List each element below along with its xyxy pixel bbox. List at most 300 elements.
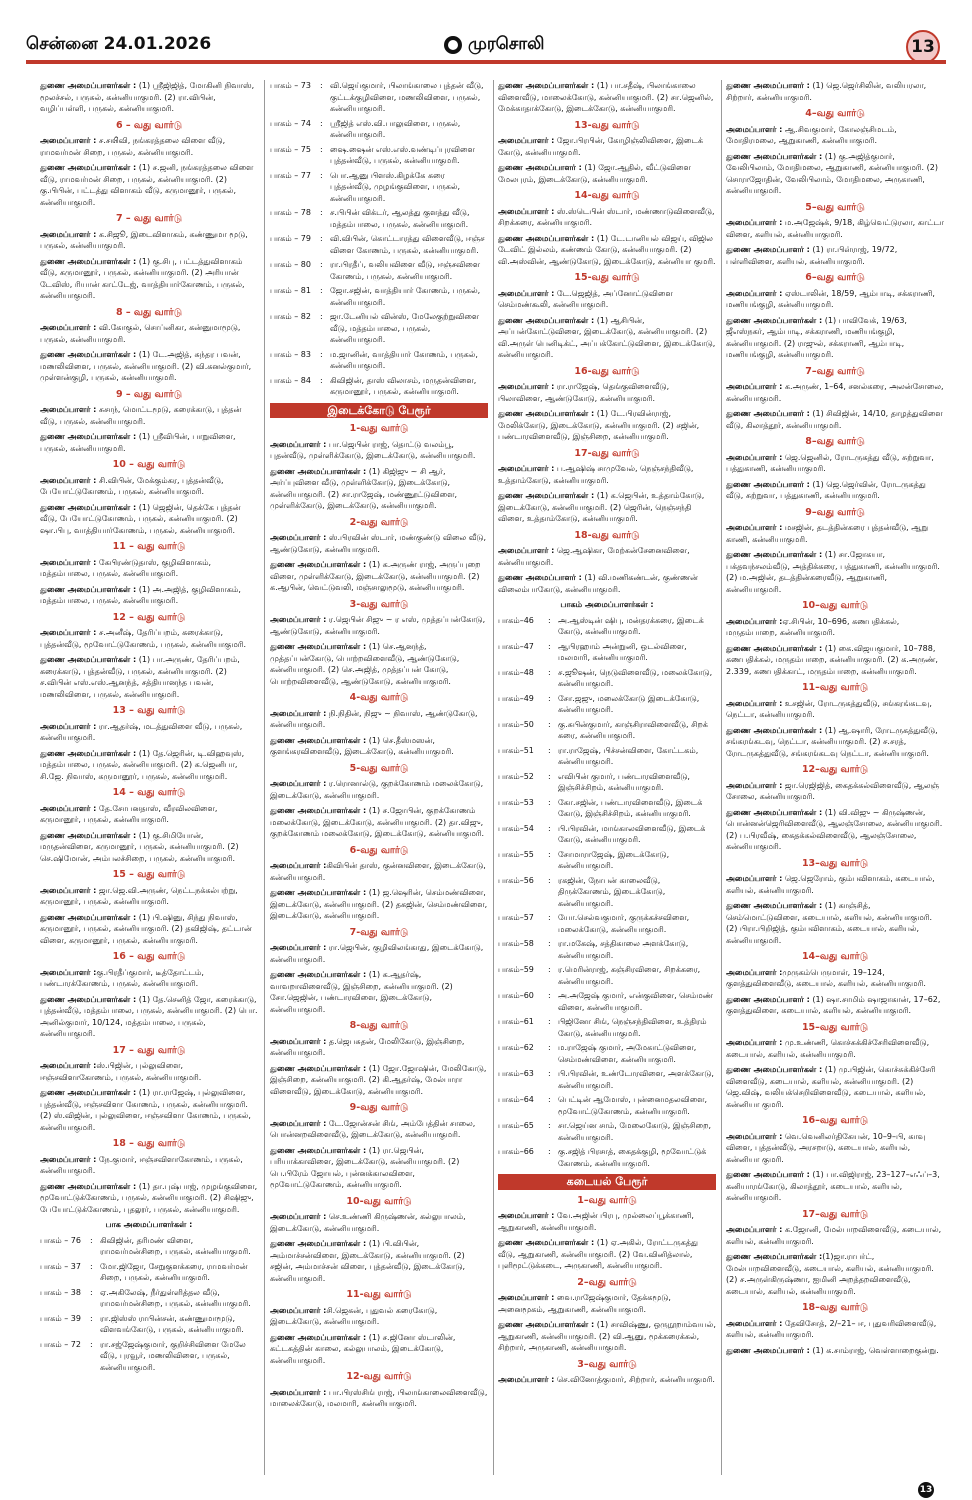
booth-details: மோ.ஜிஜோ, சேறுகுளக்கரை, ராமவர்மன் சிறை, பருகல், கன்னியாகுமரி. bbox=[100, 1261, 248, 1282]
member-entry bbox=[726, 217, 944, 240]
member-details: (1) பாவிவேக், 19/63, ஜீஎஸ்நகர், ஆம்பாடி, சக்கராணி, மணியங்குழி, கன்னியாகுமரி. (2) ராஜுல், சக்கராணி, ஆம்பாடி, மணியங்குழி, கன்னியாகுமரி. bbox=[726, 315, 907, 359]
ward-heading: 8 – வது வார்டு bbox=[115, 306, 183, 318]
member-details: ம.அஜேஷ்க், 9/18, கிழ்வெட்டுரலா, காட்டா விளை, களியல், கன்னியாகுமரி. bbox=[726, 218, 944, 239]
ward-heading: 10 – வது வார்டு bbox=[112, 459, 186, 470]
booth-separator: : bbox=[320, 349, 323, 359]
member-entry bbox=[726, 80, 944, 103]
booth-separator: : bbox=[548, 1095, 551, 1104]
booth-details: ரா.ராஜேஷ், பிச்சன்விளை, கோட்டகம், கன்னியாகுமரி. bbox=[558, 745, 699, 766]
member-details: கிவிபின் தாஸ், குன்னவிளை, இடைக்கோடு, கன்னியாகுமரி. bbox=[270, 861, 486, 882]
member-details: ஸ்.பிரவின் ஸ்டார், மண்குண்டு விலை வீடு, ஆண்டுகோடு, கன்னியாகுமரி. bbox=[270, 533, 487, 554]
member-details: (1) பா.விஜிராஜ், 23–127–எஃப்–3, கனியாரங்கோடு, கிலாத்தூர், கடையால், களியல், கன்னியாகுமரி. bbox=[726, 1170, 940, 1202]
booth-separator: : bbox=[320, 118, 323, 128]
role-label: அமைப்பாளர் : bbox=[726, 616, 783, 626]
booth-separator: : bbox=[320, 375, 323, 385]
role-label: துணை அமைப்பாளர்கள் : bbox=[270, 735, 367, 745]
role-label: துணை அமைப்பாளர்கள் : bbox=[40, 81, 137, 90]
booth-number: பாகம் – 74 bbox=[270, 118, 311, 128]
member-details: ஆ.சிவகுமார், கோலஞ்சிமடம், மோதிரமலை, ஆறுகாணி, கன்னியாகுமரி. bbox=[726, 124, 897, 145]
role-label: அமைப்பாளர் : bbox=[270, 861, 327, 870]
booth-details: சோமாராஜேஷ், இடைக்கோடு, கன்னியாகுமரி. bbox=[558, 849, 670, 870]
booth-separator: : bbox=[320, 286, 323, 295]
role-label: அமைப்பாளர் : bbox=[726, 1318, 783, 1328]
member-details: கு.பிரதீப்குமார், டீத்தோட்டம், பண்டாரக்கோணம், பருகல், கன்னியாகுமரி. bbox=[40, 967, 204, 988]
member-details: (1) ஆசிபின், அப்பன்கோட்டுவிளை, இடைக்கோடு, கன்னியாகுமரி. (2) வி.அருள் பெனிடிக்ட், அப்பக்கோட்டுவிளை, இடைக்கோடு, கன்னியாகுமரி. bbox=[498, 315, 716, 359]
member-details: ச.சஙிவி, நங்கரத்தலை விளை வீடு, ராமவர்மன் சிறை, பருகல், கன்னியாகுமரி. bbox=[40, 136, 226, 157]
masthead-rule bbox=[26, 60, 946, 64]
member-entry bbox=[726, 549, 944, 595]
booth-entry bbox=[498, 771, 716, 794]
member-entry bbox=[498, 408, 716, 443]
booth-number: பாகம்–51 bbox=[498, 745, 534, 755]
ward-heading: 18–வது வார்டு bbox=[801, 1302, 869, 1313]
ward-heading: 12–வது வார்டு bbox=[801, 764, 869, 775]
member-details: ஜெ.ஜெரோம், கும்பவிளாகம், கடையால், களியல், கன்னியாகுமரி. bbox=[726, 874, 935, 895]
member-details: (1) டே.பிரவின்ராஜ், மேலிக்கோடு, இடைக்கோடு, கன்னியாகுமரி. (2) சஜின், பண்டாரவிளைவீடு, இஞ்சிறை, கன்னியாகுமரி. bbox=[498, 409, 700, 441]
role-label: அமைப்பாளர் : bbox=[270, 533, 327, 542]
booth-entry bbox=[270, 118, 488, 141]
booth-separator: : bbox=[320, 81, 323, 90]
member-entry bbox=[726, 1345, 944, 1357]
role-label: அமைப்பாளர் : bbox=[726, 452, 783, 462]
role-label: அமைப்பாளர் : bbox=[270, 439, 327, 449]
member-entry bbox=[40, 80, 258, 115]
role-label: துணை அமைப்பாளர்கள் : bbox=[40, 655, 137, 664]
booth-entry bbox=[498, 964, 716, 987]
booth-details: ரா.மகேஷ், சத்திகாலை அளக்கோடு, கன்னியாகுமரி. bbox=[558, 939, 689, 960]
article-columns bbox=[40, 80, 944, 1475]
role-label: துணை அமைப்பாளர்கள் : bbox=[270, 1239, 367, 1248]
role-label: துணை அமைப்பாளர் : bbox=[498, 163, 582, 172]
booth-details: ஜோ.சஜின், வாத்தியார் கோணம், பருகல், கன்னியாகுமரி. bbox=[330, 286, 481, 307]
booth-number: பாகம்–61 bbox=[498, 1017, 534, 1026]
booth-entry bbox=[498, 667, 716, 690]
booth-separator: : bbox=[548, 615, 551, 625]
member-details: (1) ஜ.ஷெரின், செம்மண்விளை, இடைக்கோடு, கன்னியாகுமரி. (2) தகஜின், செம்மண்விளை, இடைக்கோடு, கன்னியாகுமரி. bbox=[270, 888, 488, 920]
member-entry bbox=[498, 288, 716, 311]
role-label: அமைப்பாளர் : bbox=[726, 288, 783, 298]
member-entry bbox=[270, 1145, 488, 1191]
column-1 bbox=[40, 80, 258, 1475]
member-details: மசஜின், தடத்தின்கரை புத்தன்வீடு, ஆறு காணி, கன்னியாகுமரி. bbox=[726, 523, 929, 544]
role-label: துணை அமைப்பாளர்கள் : bbox=[726, 725, 823, 735]
member-details: ச.அனீஷ், தேரிப்பறம், கரைக்காடு, புத்தன்வீடு, மூவோட்டுகோணம், பருகல், கன்னியாகுமரி. bbox=[40, 628, 247, 649]
member-entry bbox=[40, 627, 258, 650]
ward-heading: 5–வது வார்டு bbox=[805, 201, 865, 213]
ward-heading: 17-வது வார்டு bbox=[574, 447, 640, 459]
booth-separator: : bbox=[90, 1339, 93, 1349]
role-label: துணை அமைப்பாளர்கள் : bbox=[498, 233, 595, 243]
role-label: துணை அமைப்பாளர்கள் : bbox=[726, 901, 823, 910]
member-entry bbox=[40, 721, 258, 744]
member-entry bbox=[726, 1318, 944, 1341]
role-label: அமைப்பாளர் : bbox=[40, 475, 97, 485]
member-details: (1) ஸ்ரீவிபின், பாறுவிளை, பருகல், கன்னியாகுமரி. bbox=[40, 432, 236, 453]
member-entry bbox=[270, 641, 488, 687]
ward-heading: 8–வது வார்டு bbox=[805, 436, 865, 447]
ward-heading: 7 – வது வார்டு bbox=[115, 213, 183, 224]
ward-heading: 6–வது வார்டு bbox=[805, 272, 865, 283]
booth-entry bbox=[498, 1016, 716, 1039]
booth-number: பாகம் – 76 bbox=[40, 1235, 81, 1245]
member-entry bbox=[270, 942, 488, 965]
member-entry bbox=[726, 381, 944, 404]
member-details: பா.ஜெபின் ராஜ், தொட்டு வலம்பூ, புதன்வீடு, முள்ளிக்கோடு, இடைக்கோடு, கன்னியாகுமரி. bbox=[270, 439, 476, 460]
member-entry bbox=[40, 830, 258, 865]
booth-details: பொ.ஆனு பிளஸ்.கிழக்கே கரை புத்தன்வீடு, முழங்குவிளை, பருகல், கன்னியாகுமரி. bbox=[330, 170, 461, 203]
member-entry bbox=[270, 559, 488, 594]
booth-separator: : bbox=[548, 1043, 551, 1052]
ward-heading: 9 – வது வார்டு bbox=[115, 388, 183, 400]
booth-number: பாகம் – 79 bbox=[270, 234, 311, 243]
booth-entry bbox=[270, 80, 488, 115]
member-entry bbox=[270, 1332, 488, 1367]
ward-heading: 17 – வது வார்டு bbox=[112, 1044, 186, 1056]
member-entry bbox=[40, 654, 258, 700]
role-label: துணை அமைப்பாளர்கள் : bbox=[40, 830, 137, 840]
role-label: துணை அமைப்பாளர்கள் : bbox=[726, 643, 823, 653]
booth-details: எவிபின் குமார், பண்டாரவிளைவீடு, இஞ்சிச்சிறம், கன்னியாகுமரி. bbox=[558, 771, 690, 792]
member-entry bbox=[726, 1064, 944, 1110]
booth-entry bbox=[40, 1235, 258, 1258]
booth-separator: : bbox=[548, 849, 551, 859]
booth-number: பாகம்–49 bbox=[498, 693, 534, 703]
member-entry bbox=[270, 1063, 488, 1098]
member-details: (1) பா.சதீஷ், பிலாங்காலை விளைவீடு, மாலைக்கோடு, கன்னியாகுமரி. (2) சா.ஜெனில், மேக்காதாக்கோடு, இடைக்கோடு, கன்னியாகுமரி. bbox=[498, 81, 714, 113]
booth-separator: : bbox=[320, 170, 323, 180]
member-entry bbox=[40, 994, 258, 1040]
booth-details: ம.ராஜேஷ் குமார், அமேகாட்டுவிளை, செம்மண்விளை, கன்னியாகுமரி. bbox=[558, 1043, 697, 1064]
booth-details: ஷை.ஷைன் எஸ்.எஸ்.வண்டிப்புரவிளை புத்தன்வீடு, பருகல், கன்னியாகுமரி. bbox=[330, 144, 475, 165]
member-details: (1) காஞ்சித், செம்மொட்டுவிளை, கடையால், களியல், கன்னியாகுமரி. (2) பிரா.பிறிஜித், கும்பவிளாகம், கடையால், களியல், கன்னியாகுமரி. bbox=[726, 901, 933, 945]
member-entry bbox=[726, 1169, 944, 1204]
role-label: துணை அமைப்பாளர்கள் : bbox=[40, 584, 137, 594]
ward-heading: 11–வது வார்டு bbox=[801, 682, 869, 693]
member-entry bbox=[40, 803, 258, 826]
role-label: துணை அமைப்பாளர் : bbox=[726, 1170, 810, 1179]
member-entry bbox=[726, 873, 944, 896]
role-label: அமைப்பாளர் : bbox=[40, 885, 97, 895]
ward-heading: 14 – வது வார்டு bbox=[112, 787, 186, 798]
role-label: துணை அமைப்பாளர்கள் : bbox=[270, 1145, 367, 1155]
member-entry bbox=[726, 643, 944, 678]
booth-number: பாகம்–46 bbox=[498, 615, 534, 625]
role-label: அமைப்பாளர் : bbox=[726, 967, 783, 977]
role-label: துணை அமைப்பாளர்கள் : bbox=[270, 1063, 367, 1073]
member-entry bbox=[726, 244, 944, 267]
booth-entry bbox=[270, 349, 488, 372]
member-entry bbox=[40, 967, 258, 990]
booth-number: பாகம் – 77 bbox=[270, 170, 311, 180]
role-label: அமைப்பாளர் : bbox=[40, 967, 97, 977]
booth-separator: : bbox=[548, 823, 551, 833]
member-details: (1) கிஜிஜு ~ சி ஆர், அர்ப்புவிளை வீடு, முள்ளிக்கோடு, இடைக்கோடு, கன்னியாகுமரி. (2) சா.ராஜேஷ், மண்ணூட்டுவிளை, முள்ளிக்கோடு, இடைக்கோடு, கன்னியாகுமரி. bbox=[270, 466, 457, 510]
member-details: (1) ஜெ.ஜெர்சிலின், வலியரலா, சிற்றார், கன்னியாகுமரி. bbox=[726, 81, 927, 102]
role-label: அமைப்பாளர் : bbox=[726, 1225, 783, 1234]
role-label: துணை அமைப்பாளர் : bbox=[726, 245, 810, 254]
booth-details: ஸ்ரீஜித் எஸ்.வி.பாலுவிளை, பருகல், கன்னியாகுமரி. bbox=[330, 118, 461, 139]
booth-number: பாகம்–59 bbox=[498, 965, 534, 974]
ward-heading: 15 – வது வார்டு bbox=[112, 869, 186, 880]
booth-separator: : bbox=[90, 1313, 93, 1323]
role-label: துணை அமைப்பாளர் : bbox=[726, 81, 810, 90]
member-details: டே.ஜெஜித், அப்னோட்டுவிளை செம்மண்கூலி, கன்னியாகுமரி. bbox=[498, 288, 673, 309]
masthead bbox=[0, 0, 972, 64]
member-details: ப.ஆஷிஷ் சாமுவேல், நெஞ்சந்திவீடு, உத்தாம்கோடு, கன்னியாகுமரி. bbox=[498, 464, 694, 485]
ward-heading: 16–வது வார்டு bbox=[801, 1115, 869, 1126]
booth-details: கு.சஜித் பிரசாத், கைதக்குழி, மூவோட்டுக் கோணம், கன்னியாகுமரி. bbox=[558, 1147, 707, 1168]
booth-entry bbox=[270, 233, 488, 256]
member-entry bbox=[40, 1181, 258, 1216]
ward-heading: 13-வது வார்டு bbox=[574, 119, 640, 131]
member-details: ஜா.ஜெ.வி.அருண், நெட்டநக்கல்பற்று, கருமானூர், பருகல், கன்னியாகுமரி. bbox=[40, 885, 238, 906]
footer-page-number: 13 bbox=[918, 1482, 934, 1498]
member-details: வே.அஜின் பிரபு, முல்லைப்பூக்காணி, ஆறுகாணி, கன்னியாகுமரி. bbox=[498, 1211, 694, 1232]
member-entry bbox=[726, 807, 944, 853]
role-label: துணை அமைப்பாளர்கள் : bbox=[498, 1320, 595, 1329]
ward-heading: 17–வது வார்டு bbox=[801, 1208, 869, 1220]
booth-entry bbox=[498, 1068, 716, 1091]
booth-number: பாகம் – 39 bbox=[40, 1313, 81, 1323]
member-details: (1) வி.மணிகண்டன், குண்ணன் விலைம்பாகோடு, கன்னியாகுமரி. bbox=[498, 573, 698, 594]
masthead-date: சென்னை 24.01.2026 bbox=[26, 34, 212, 54]
role-label: அமைப்பாளர் : bbox=[270, 708, 327, 718]
booth-entry bbox=[498, 745, 716, 768]
member-entry bbox=[40, 256, 258, 302]
booth-number: பாகம் – 80 bbox=[270, 260, 311, 269]
member-details: ரா.ராஜேஷ், தெங்குவிளைவீடு, பிலாவிளை, ஆண்டுகோடு, கன்னியாகுமரி. bbox=[498, 382, 670, 403]
booth-separator: : bbox=[90, 1261, 93, 1271]
role-label: அமைப்பாளர் : bbox=[270, 1305, 327, 1315]
member-entry bbox=[498, 135, 716, 158]
role-label: அமைப்பாளர் : bbox=[726, 1038, 783, 1047]
role-label: அமைப்பாளர் : bbox=[270, 1387, 327, 1397]
role-label: துணை அமைப்பாளர்கள் : bbox=[40, 350, 137, 359]
ward-heading: 7–வது வார்டு bbox=[805, 365, 865, 377]
ward-heading: 11 – வது வார்டு bbox=[112, 541, 186, 552]
member-details: ர.ரொனால்டு, குறக்கோணம் மலைக்கோடு, இடைக்கோடு, கன்னியாகுமரி. bbox=[270, 779, 484, 800]
member-entry bbox=[270, 735, 488, 758]
role-label: துணை அமைப்பாளர்கள் : bbox=[40, 432, 137, 441]
role-label: அமைப்பாளர் : bbox=[270, 1118, 327, 1128]
role-label: துணை அமைப்பாளர்கள் : bbox=[40, 502, 137, 512]
ward-heading: 16-வது வார்டு bbox=[574, 365, 640, 377]
member-details: (1) செ.ஆனந்த், முத்தப்பன்கோடு, பொற்றவிளைவீடு, ஆண்டுகோடு, கன்னியாகுமரி. (2) செ.அஜித், முத்தப்பன் கோடு, பொற்றவிளைவீடு, ஆண்டுகோடு, கன்னியாகுமரி. bbox=[270, 642, 460, 686]
booth-details: பி.பிரவின், மாங்காலவிளைவீடு, இடைக் கோடு, கன்னியாகுமரி. bbox=[558, 823, 706, 844]
role-label: துணை அமைப்பாளர்கள் : bbox=[270, 466, 367, 476]
booth-number: பாகம் – 81 bbox=[270, 286, 311, 295]
column-divider bbox=[264, 80, 265, 1475]
member-entry bbox=[270, 778, 488, 801]
booth-separator: : bbox=[548, 913, 551, 922]
ward-heading: 6-வது வார்டு bbox=[349, 844, 409, 856]
booth-entry bbox=[40, 1313, 258, 1336]
member-details: ரா.ஆதர்ஷ், மடத்துவிளை வீடு, பருகல், கன்னியாகுமரி. bbox=[40, 721, 243, 742]
member-entry bbox=[40, 135, 258, 158]
booth-entry bbox=[498, 912, 716, 935]
member-details: (1) கு.சிமியோன், மருதன்விளை, கருமானூர், பருகல், கன்னியாகுமரி. (2) செ.ஷிமோன், அம்பலச்சிறை, பருகல், கன்னியாகுமரி. bbox=[40, 830, 239, 863]
booth-separator: : bbox=[548, 771, 551, 781]
member-details: (1) ரா.ராஜேஷ், புல்லுவிளை, புத்தன்வீடு, ஈஞ்சவிளா கோணம், பருகல், கன்னியாகுமரி. (2) ஸ்.விஜின், புல்லுவிளை, ஈஞ்சவிளா கோணம், பருகல், கன்னியாகுமரி. bbox=[40, 1088, 251, 1132]
member-entry bbox=[498, 206, 716, 229]
booth-entry bbox=[498, 1120, 716, 1143]
booth-separator: : bbox=[320, 260, 323, 269]
member-entry bbox=[498, 1210, 716, 1233]
booth-entry bbox=[498, 1094, 716, 1117]
member-details: ஏஸ்டாலின், 18/59, ஆம்பாடி, சக்கராணி, மணியங்குழி, கன்னியாகுமரி. bbox=[726, 288, 935, 309]
member-entry bbox=[726, 479, 944, 502]
member-entry bbox=[40, 912, 258, 947]
booth-number: பாகம்–64 bbox=[498, 1095, 534, 1104]
role-label: துணை அமைப்பாளர்கள் : bbox=[498, 491, 595, 500]
role-label: அமைப்பாளர் : bbox=[498, 206, 555, 216]
booth-details: கோ.சஜின், பண்டாரவிளைவீடு, இடைக் கோடு, இஞ்சிச்சிறம், கன்னியாகுமரி. bbox=[558, 797, 703, 818]
booth-separator: : bbox=[548, 875, 551, 885]
member-details: (1) ஷா.சாமிம் ஷாஜாகான், 17–62, குளத்துவிளை, கடையால், களியல், கன்னியாகுமரி. bbox=[726, 994, 941, 1015]
role-label: துணை அமைப்பாளர் : bbox=[498, 573, 582, 582]
role-label: துணை அமைப்பாளர்கள் : bbox=[40, 912, 137, 922]
member-details: (1) வி.விஜு ~ கிருஷ்ணன், பொன்னன்ஜெரிவிளைவீடு, ஆலஞ்சோலை, கன்னியாகுமரி. (2) ப.பிரவீஷ், கைதக்கல்விளைவீடு, ஆலஞ்சோலை, கன்னியாகுமரி. bbox=[726, 807, 943, 851]
role-label: அமைப்பாளர் : bbox=[40, 721, 97, 731]
member-details: த.ஜெபசுதன், மேலிகோடு, இஞ்சிறை, கன்னியாகுமரி. bbox=[270, 1036, 465, 1057]
member-details: க.அருண், 1–64, சனல்கரை, அலன்சோலை, கன்னியாகுமரி. bbox=[726, 382, 944, 403]
member-details: ஜோ.பிரபின், கோழிஞ்லிவிளை, இடைக் கோடு, கன்னியாகுமரி. bbox=[498, 136, 703, 157]
booth-separator: : bbox=[548, 1017, 551, 1026]
ward-heading: 13–வது வார்டு bbox=[801, 857, 869, 869]
member-entry bbox=[40, 885, 258, 908]
booth-entry bbox=[270, 285, 488, 308]
booth-number: பாகம்–63 bbox=[498, 1069, 534, 1078]
member-entry bbox=[726, 616, 944, 639]
subsection-title: பாகம் அமைப்பாளர்கள் : bbox=[560, 600, 654, 609]
member-entry bbox=[726, 1037, 944, 1060]
ward-heading: 6 – வது வார்டு bbox=[115, 119, 183, 131]
role-label: துணை அமைப்பாளர்கள் : bbox=[40, 748, 137, 758]
member-details: (1) கை.விஜயகுமார், 10–788, கணபதிக்கல், மருதம்பாறை, கன்னியாகுமரி. (2) க.அருண், 2.339, கணபதிக்காட், மருதம்பாறை, கன்னியாகுமரி. bbox=[726, 643, 938, 676]
booth-details: ஆபிரஹாம் அன்றுனி, ஒடல்விளை, மலமாரி, கன்னியாகுமரி. bbox=[558, 641, 687, 662]
role-label: அமைப்பாளர் : bbox=[40, 1154, 97, 1164]
ward-heading: 3-வது வார்டு bbox=[349, 598, 409, 610]
member-entry bbox=[40, 431, 258, 454]
member-details: நி.நிதின், நிஜு ~ நிவாஸ், ஆண்டுகோடு, கன்னியாகுமரி. bbox=[270, 708, 478, 729]
booth-separator: : bbox=[548, 745, 551, 755]
column-2 bbox=[270, 80, 488, 1475]
booth-number: பாகம் – 73 bbox=[270, 81, 311, 90]
booth-entry bbox=[40, 1339, 258, 1374]
booth-details: ரா.பிரதீப், வலியவிளை வீடு, ஈஞ்சவிளை கோணம், பருகல், கன்னியாகுமரி. bbox=[330, 260, 481, 281]
member-details: (1) அ.அஜித், குழிவிளாகம், மத்தம்பாலை, பருகல், கன்னியாகுமரி. bbox=[40, 584, 241, 605]
booth-details: ரா.சஜ்ஜேஷ்குமார், குறிச்சிவிளை மேலே வீடு, புரவூர், மணலிவிளை, பருகல், கன்னியாகுமரி. bbox=[100, 1339, 246, 1372]
booth-details: ச.பிபின் விக்டர், ஆலத்து குளத்து வீடு, மத்தம்பாலை, பருகல், கன்னியாகுமரி. bbox=[330, 208, 470, 229]
role-label: துணை அமைப்பாளர்கள் : bbox=[726, 151, 823, 161]
rising-sun-emblem-icon bbox=[444, 36, 462, 54]
member-entry bbox=[270, 1036, 488, 1059]
booth-entry bbox=[40, 1261, 258, 1284]
ward-heading: 5-வது வார்டு bbox=[349, 762, 409, 774]
booth-entry bbox=[498, 641, 716, 664]
booth-entry bbox=[498, 719, 716, 742]
ward-heading: 13 – வது வார்டு bbox=[112, 705, 186, 716]
role-label: அமைப்பாளர் : bbox=[40, 229, 97, 239]
member-details: (1) ஜோ.ஆதில், வீட்டுவிளை மேலபுரம், இடைக்கோடு, கன்னியாகுமரி. bbox=[498, 163, 691, 184]
ward-heading: 9-வது வார்டு bbox=[349, 1102, 409, 1113]
member-entry bbox=[498, 572, 716, 595]
booth-number: பாகம் – 83 bbox=[270, 349, 311, 359]
booth-entry bbox=[270, 375, 488, 398]
booth-separator: : bbox=[548, 667, 551, 677]
booth-number: பாகம்–56 bbox=[498, 875, 534, 885]
member-entry bbox=[40, 475, 258, 498]
member-details: (1) ஜோ.ஜோஷின், மேலிகோடு, இஞ்சிறை, கன்னியாகுமரி. (2) கி.ஆதர்ஷ், மேல்பாரா விளைவீடு, இடைக்கோடு, கன்னியாகுமரி. bbox=[270, 1063, 487, 1096]
member-entry bbox=[40, 557, 258, 580]
booth-entry bbox=[270, 207, 488, 230]
section-banner: இடைக்கோடு பேரூர் bbox=[270, 403, 488, 419]
booth-details: ரா.ஜிஸ்ஸ் ராபின்சன், கண்ணுமாமூடு, விளவங்கோடு, பருகல், கன்னியாகுமரி. bbox=[100, 1313, 244, 1334]
member-entry bbox=[270, 1238, 488, 1284]
booth-entry bbox=[498, 875, 716, 910]
booth-number: பாகம்–54 bbox=[498, 823, 534, 833]
member-details: (1)ஜா.ராபர்ட், மேல்பாறவிளைவீடு, கடையால், களியல், கன்னியாகுமரி. (2) ச.அருள்கிருஷ்ணா, ஐமினி அறத்தறவிளைவீடு, கடையால், களியல், கன்னியாகுமரி. bbox=[726, 1252, 934, 1296]
booth-separator: : bbox=[90, 1287, 93, 1297]
member-entry bbox=[40, 584, 258, 607]
booth-separator: : bbox=[548, 719, 551, 729]
ward-heading: 14-வது வார்டு bbox=[574, 190, 640, 201]
member-details: (1) கு.அஜித்குமார், வேலிபிலாம், மோதிமலை, ஆறுகாணி, கன்னியாகுமரி. (2) சொராஜோதின், வேலிபிலாம், மோதிமலை, அருகாணி, கன்னியாகுமரி. bbox=[726, 151, 938, 195]
member-details: (1) தே.ஜெரின், டி.விஹவுஸ், மத்தம்பாலை, பருகல், கன்னியாகுமரி. (2) க.ஜெனிபா, சி.ஜே. நிவாஸ், கருமானூர், பருகல், கன்னியாகுமரி. bbox=[40, 748, 245, 781]
booth-entry bbox=[498, 938, 716, 961]
member-details: வெ.வெனிலர்திகேயன், 10–9–பி, காவு விளை, புத்தன்வீடு, அரசறாடு, கடையால், களியல், கன்னியா குமரி. bbox=[726, 1131, 926, 1164]
booth-entry bbox=[270, 259, 488, 282]
booth-separator: : bbox=[320, 144, 323, 154]
booth-separator: : bbox=[548, 965, 551, 974]
page-number-badge: 13 bbox=[906, 30, 940, 64]
member-entry bbox=[726, 315, 944, 361]
member-entry bbox=[498, 490, 716, 525]
booth-separator: : bbox=[320, 208, 323, 217]
booth-separator: : bbox=[548, 797, 551, 807]
member-entry bbox=[40, 1087, 258, 1133]
booth-entry bbox=[498, 1146, 716, 1169]
role-label: துணை அமைப்பாளர்கள் : bbox=[270, 970, 367, 979]
member-entry bbox=[498, 545, 716, 568]
role-label: அமைப்பாளர் : bbox=[726, 1131, 783, 1141]
booth-details: ம.ஜானின், வாத்தியார் கோணம், பருகல், கன்னியாகுமரி. bbox=[330, 349, 478, 370]
member-details: ஏ.சிபின், 10–696, கணபதிக்கல், மருதம்பாறை, கன்னியாகுமரி. bbox=[726, 616, 900, 637]
role-label: துணை அமைப்பாளர்கள் : bbox=[498, 409, 595, 418]
booth-details: வி.ஜெய்குமார், பிலாங்காலை புத்தன் வீடு, குட்டக்குழிவிளை, மணலிவிளை, பருகல், கன்னியாகுமரி. bbox=[330, 81, 484, 113]
role-label: அமைப்பாளர் : bbox=[726, 218, 783, 227]
role-label: அமைப்பாளர் : bbox=[40, 557, 97, 567]
booth-separator: : bbox=[548, 693, 551, 703]
member-entry bbox=[498, 381, 716, 404]
ward-heading: 16 – வது வார்டு bbox=[112, 951, 186, 962]
booth-details: சா.ஜெய்ன சாம், மேலைகோடு, இஞ்சிறை, கன்னியாகுமரி. bbox=[558, 1121, 712, 1142]
member-details: (1) ஸ்ரீஜிஜித், மோகினி நிவாஸ், மூலச்சல், பருசுல், கன்னியாகுமரி. (2) ரா.விபின், வழிப்பள்ளி, பருகல், கன்னியாகுமரி. bbox=[40, 81, 255, 113]
ward-heading: 4–வது வார்டு bbox=[805, 108, 865, 119]
booth-separator: : bbox=[320, 234, 323, 243]
booth-number: பாகம்–55 bbox=[498, 849, 534, 859]
role-label: துணை அமைப்பாளர் : bbox=[726, 1345, 810, 1355]
member-details: (1) டே.டானியல் விஜய், விஜில டேவிட் இல்லம், கண்ணம் கோடு, கன்னியாகுமரி. (2) வி.அஸ்வின், ஆண்டுகோடு, இடைக்கோடு, கன்னியா குமரி. bbox=[498, 233, 716, 266]
member-entry bbox=[40, 162, 258, 208]
role-label: அமைப்பாளர் : bbox=[40, 405, 97, 414]
member-details: உசஜின், ரோடருகத்துவீடு, சங்கரங்கடவு, நெட்டா, கன்னியாகுமரி. bbox=[726, 698, 932, 719]
ward-heading: 12-வது வார்டு bbox=[346, 1371, 412, 1382]
role-label: துணை அமைப்பாளர்கள் : bbox=[498, 315, 595, 325]
role-label: துணை அமைப்பாளர்கள் : bbox=[726, 1252, 823, 1261]
role-label: அமைப்பாளர் : bbox=[40, 323, 97, 332]
member-details: செ.வினோத்குமார், சிற்றார், கன்னியாகுமரி. bbox=[554, 1375, 715, 1384]
